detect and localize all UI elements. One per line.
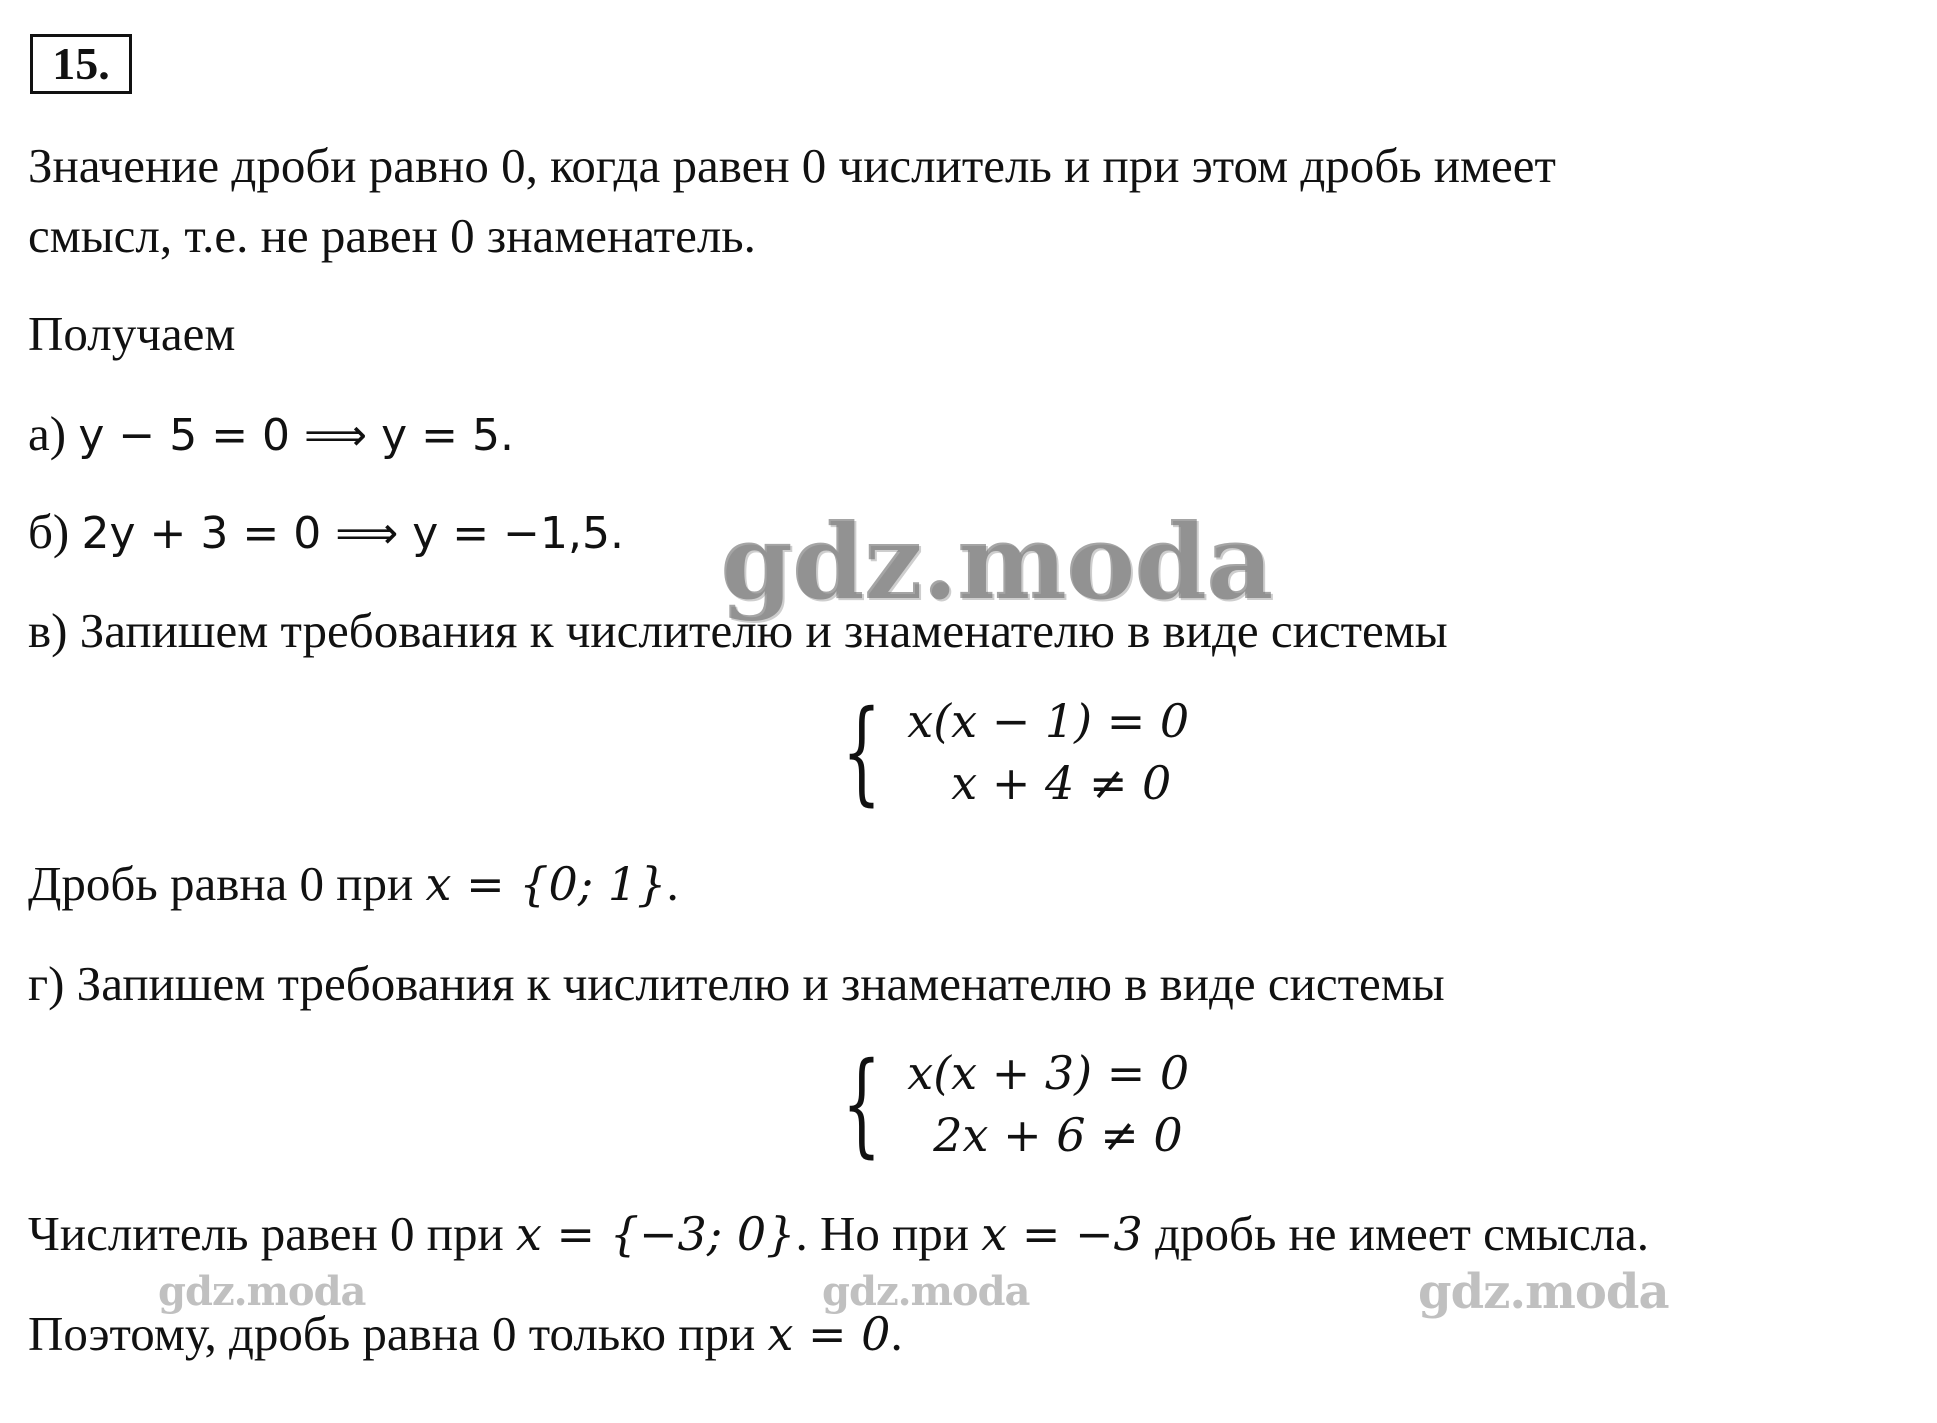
system-brace: { bbox=[842, 1039, 882, 1169]
poluchaem-text: Получаем bbox=[28, 306, 236, 361]
item-a bbox=[28, 406, 514, 462]
item-g-line1-prefix: Числитель равен 0 при bbox=[28, 1206, 516, 1261]
item-g-line2-suffix: . bbox=[890, 1306, 903, 1361]
system-v-eq2: x + 4 ≠ 0 bbox=[951, 756, 1172, 810]
item-v-text: в) Запишем требования к числителю и знаменателю в виде системы bbox=[28, 603, 1448, 658]
item-g-line1-math1: x = {−3; 0} bbox=[515, 1207, 796, 1261]
item-g-line2-math: x = 0 bbox=[767, 1307, 891, 1361]
system-g bbox=[842, 1039, 1190, 1169]
item-v-result-suffix: . bbox=[666, 856, 679, 911]
item-b bbox=[28, 504, 624, 560]
system-v bbox=[842, 687, 1190, 817]
intro-line-2: смысл, т.е. не равен 0 знаменатель. bbox=[28, 208, 756, 263]
item-v-result-prefix: Дробь равна 0 при bbox=[28, 856, 426, 911]
item-a-lhs: y − 5 = 0 ⟹ bbox=[78, 410, 382, 461]
item-g-line2-prefix: Поэтому, дробь равна 0 только при bbox=[28, 1306, 768, 1361]
system-g-eq2: 2x + 6 ≠ 0 bbox=[933, 1108, 1183, 1162]
item-b-label: б) bbox=[28, 504, 82, 559]
item-v-result-math: x = {0; 1} bbox=[425, 857, 667, 911]
system-v-eq1: x(x − 1) = 0 bbox=[907, 694, 1190, 748]
watermark-small-left: gdz.moda bbox=[158, 1268, 366, 1315]
watermark-large: gdz.moda bbox=[720, 500, 1273, 623]
item-g-line1-mid: . Но при bbox=[795, 1206, 982, 1261]
item-a-label: а) bbox=[28, 406, 79, 461]
watermark-small-center: gdz.moda bbox=[822, 1268, 1030, 1315]
item-a-rhs: y = 5. bbox=[381, 410, 514, 461]
intro-line-1: Значение дроби равно 0, когда равен 0 числитель и при этом дробь имеет bbox=[28, 138, 1556, 193]
item-g-line-1 bbox=[28, 1206, 1649, 1262]
item-v-result bbox=[28, 856, 679, 912]
item-g-text: г) Запишем требования к числителю и знаменателю в виде системы bbox=[28, 956, 1445, 1011]
item-g-line1-suffix: дробь не имеет смысла. bbox=[1142, 1206, 1650, 1261]
watermark-small-right: gdz.moda bbox=[1418, 1264, 1669, 1320]
system-g-eq1: x(x + 3) = 0 bbox=[907, 1046, 1190, 1100]
system-brace: { bbox=[842, 687, 882, 817]
item-g-line1-math2: x = −3 bbox=[981, 1207, 1143, 1261]
item-b-lhs: 2y + 3 = 0 ⟹ bbox=[81, 508, 413, 559]
item-b-rhs: y = −1,5. bbox=[412, 508, 624, 559]
task-number: 15. bbox=[30, 34, 132, 94]
